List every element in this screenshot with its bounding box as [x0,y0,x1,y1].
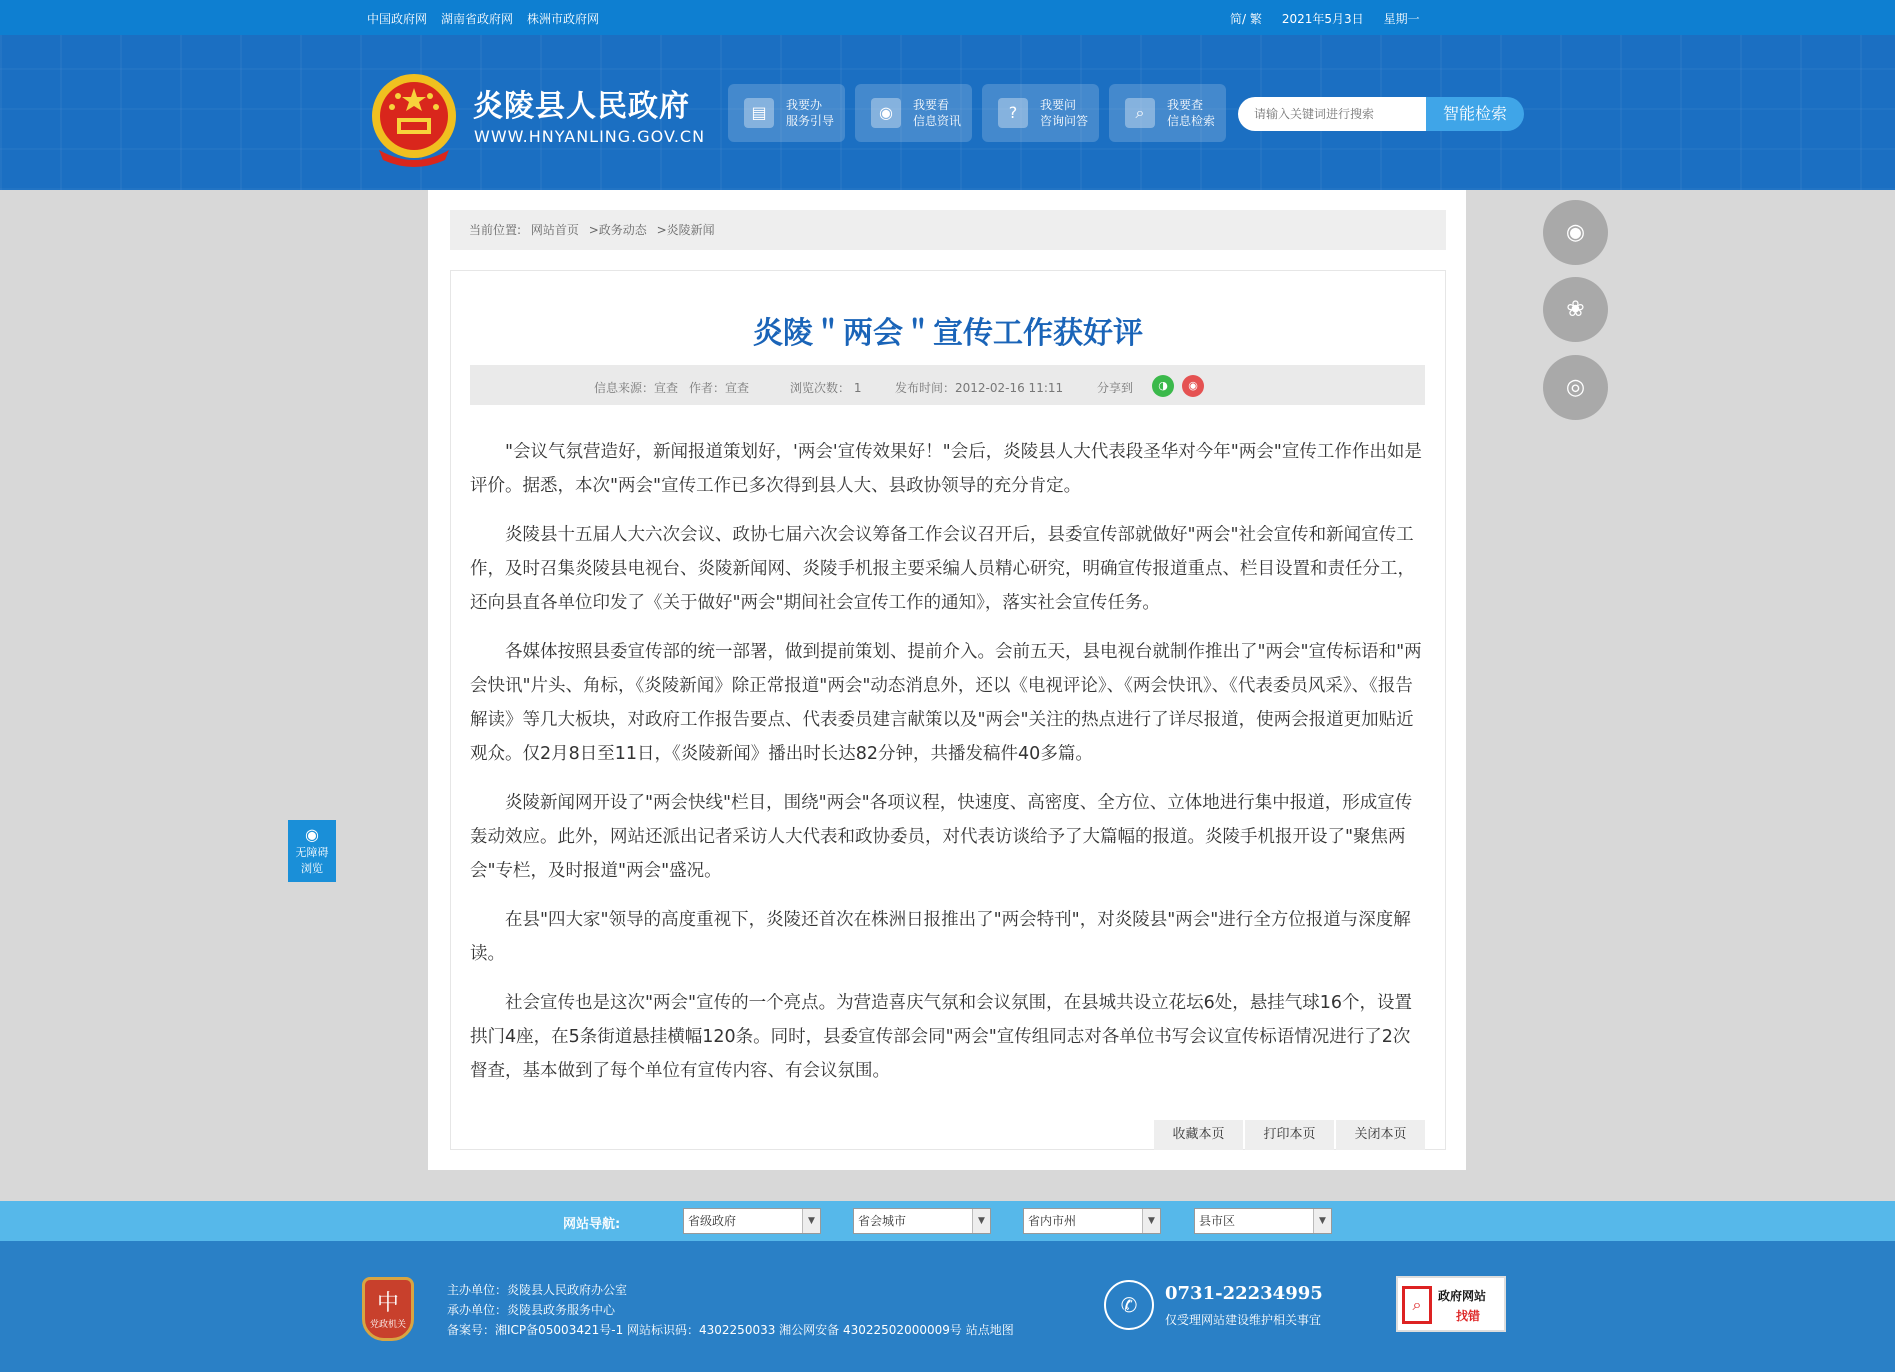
meta-source: 信息来源：宣查 [594,381,679,395]
weibo-icon[interactable]: ◎ [1543,355,1608,420]
quick-link-sublabel: 咨询问答 [1040,114,1089,128]
select-capital-city[interactable] [853,1208,991,1234]
site-title: 炎陵县人民政府 [473,89,690,124]
search-input[interactable] [1238,97,1426,131]
search-icon: ⌕ [1402,1286,1432,1324]
wechat-icon[interactable]: ❀ [1543,277,1608,342]
phone-icon: ✆ [1104,1280,1154,1330]
quick-link-label: 我要看 [913,98,950,112]
footer-undertaker: 承办单位：炎陵县政务服务中心 [447,1303,616,1317]
eye-icon: ◉ [871,98,901,128]
badge-text: 党政机关 [369,1320,406,1330]
select-value: 省内市州 [1028,1214,1077,1228]
article-paragraph: 社会宣传也是这次"两会"宣传的一个亮点。为营造喜庆气氛和会议氛围，在县城共设立花坛6处，悬挂气球16个，设置拱门4座，在5条街道悬挂横幅120条。同时，县委宣传部会同"两会"宣传组同志对各单位书写会议宣传标语情况进行了2次督查，基本做到了每个单位有宣传内容、有会议氛围。 [470,993,1412,1081]
national-emblem-icon [367,70,462,168]
meta-author: 作者：宣查 [689,381,750,395]
article-meta [470,365,1425,405]
breadcrumb-label: 当前位置: [469,223,522,237]
footer-phone-note: 仅受理网站建设维护相关事宜 [1165,1313,1322,1327]
meta-share-label: 分享到 [1097,381,1134,395]
quick-link-search[interactable] [1109,84,1226,142]
quick-link-label: 我要查 [1167,98,1204,112]
eye-icon: ◉ [305,825,319,844]
chevron-down-icon: ▼ [1313,1209,1331,1233]
print-button[interactable]: 打印本页 [1245,1120,1334,1150]
quick-link-label: 我要办 [786,98,823,112]
select-provincial-gov[interactable] [683,1208,821,1234]
search-icon: ⌕ [1125,98,1155,128]
article-paragraph: 各媒体按照县委宣传部的统一部署，做到提前策划、提前介入。会前五天，县电视台就制作推出了"两会"宣传标语和"两会快讯"片头、角标，《炎陵新闻》除正常报道"两会"动态消息外，还以《电视评论》、《两会快讯》、《代表委员风采》、《报告解读》等几大板块，对政府工作报告要点、代表委员建言献策以及"两会"关注的热点进行了详尽报道，使两会报道更加贴近观众。仅2月8日至11日，《炎陵新闻》播出时长达82分钟，共播发稿件40多篇。 [470,642,1422,764]
breadcrumb [450,210,1446,250]
article-paragraph: 炎陵新闻网开设了"两会快线"栏目，围绕"两会"各项议程，快速度、高密度、全方位、立体地进行集中报道，形成宣传轰动效应。此外，网站还派出记者采访人大代表和政协委员，对代表访谈给予了大篇幅的报道。炎陵手机报开设了"聚焦两会"专栏，及时报道"两会"盛况。 [470,793,1413,881]
top-links [367,10,599,27]
select-counties[interactable] [1194,1208,1332,1234]
question-icon: ? [998,98,1028,128]
site-domain: WWW.HNYANLING.GOV.CN [474,127,706,146]
article-title: 炎陵＂两会＂宣传工作获好评 [753,316,1143,351]
bookmark-button[interactable]: 收藏本页 [1154,1120,1243,1150]
select-value: 省级政府 [688,1214,737,1228]
link-zhuzhou-gov[interactable]: 株洲市政府网 [527,12,600,26]
site-header [0,35,1895,190]
eye-icon[interactable]: ◉ [1543,200,1608,265]
current-date: 2021年5月3日 [1281,12,1364,26]
accessibility-label: 无障碍 [295,846,329,859]
footer-nav-label: 网站导航: [563,1217,621,1232]
chevron-down-icon: ▼ [1142,1209,1160,1233]
breadcrumb-home[interactable]: 网站首页 [530,223,579,237]
footer-phone: 0731-22234995 [1165,1283,1323,1304]
breadcrumb-yanling-news[interactable]: >炎陵新闻 [656,223,715,237]
top-bar [0,0,1895,35]
chevron-down-icon: ▼ [972,1209,990,1233]
article-paragraph: "会议气氛营造好，新闻报道策划好，'两会'宣传效果好！"会后，炎陵县人大代表段圣华对今年"两会"宣传工作作出如是评价。据悉，本次"两会"宣传工作已多次得到县人大、县政协领导的充分肯定。 [470,442,1422,496]
document-icon: ▤ [744,98,774,128]
quick-link-sublabel: 服务引导 [786,114,835,128]
select-province-cities[interactable] [1023,1208,1161,1234]
accessibility-sublabel: 浏览 [301,862,323,875]
quick-link-sublabel: 信息资讯 [913,114,962,128]
meta-views: 浏览次数： 1 [790,381,862,395]
chevron-down-icon: ▼ [802,1209,820,1233]
article-content [470,435,1425,1103]
site-footer [0,1241,1895,1372]
footer-record: 备案号：湘ICP备05003421号-1 网站标识码：4302250033 湘公网安备 43022502000009号 站点地图 [447,1323,1014,1337]
article-paragraph: 在县"四大家"领导的高度重视下，炎陵还首次在株洲日报推出了"两会特刊"，对炎陵县"两会"进行全方位报道与深度解读。 [470,910,1411,964]
link-central-gov[interactable]: 中国政府网 [367,12,428,26]
footer-sponsor: 主办单位：炎陵县人民政府办公室 [447,1283,628,1297]
quick-link-sublabel: 信息检索 [1167,114,1216,128]
weibo-share-icon[interactable]: ◉ [1182,375,1204,397]
footer-nav-bar [0,1201,1895,1241]
error-sublabel: 找错 [1456,1309,1481,1323]
breadcrumb-gov-news[interactable]: >政务动态 [588,223,647,237]
meta-published: 发布时间：2012-02-16 11:11 [895,381,1064,395]
wechat-share-icon[interactable]: ◑ [1152,375,1174,397]
quick-link-label: 我要问 [1040,98,1077,112]
language-toggle[interactable]: 简/ 繁 [1230,12,1262,26]
quick-link-info[interactable] [855,84,972,142]
quick-link-service[interactable] [728,84,845,142]
report-error-button[interactable] [1396,1276,1506,1332]
current-weekday: 星期一 [1383,12,1420,26]
accessibility-button[interactable] [288,820,336,882]
party-gov-badge-icon[interactable] [362,1277,414,1341]
select-value: 省会城市 [858,1214,907,1228]
search-button[interactable]: 智能检索 [1426,97,1524,131]
top-right [1230,10,1420,27]
close-page-button[interactable]: 关闭本页 [1336,1120,1425,1150]
badge-glyph: 中 [376,1291,399,1316]
article-paragraph: 炎陵县十五届人大六次会议、政协七届六次会议筹备工作会议召开后，县委宣传部就做好"两会"社会宣传和新闻宣传工作，及时召集炎陵县电视台、炎陵新闻网、炎陵手机报主要采编人员精心研究，明确宣传报道重点、栏目设置和责任分工，还向县直各单位印发了《关于做好"两会"期间社会宣传工作的通知》，落实社会宣传任务。 [470,525,1415,613]
error-label: 政府网站 [1438,1289,1487,1303]
quick-link-ask[interactable] [982,84,1099,142]
select-value: 县市区 [1199,1214,1236,1228]
link-hunan-gov[interactable]: 湖南省政府网 [441,12,514,26]
